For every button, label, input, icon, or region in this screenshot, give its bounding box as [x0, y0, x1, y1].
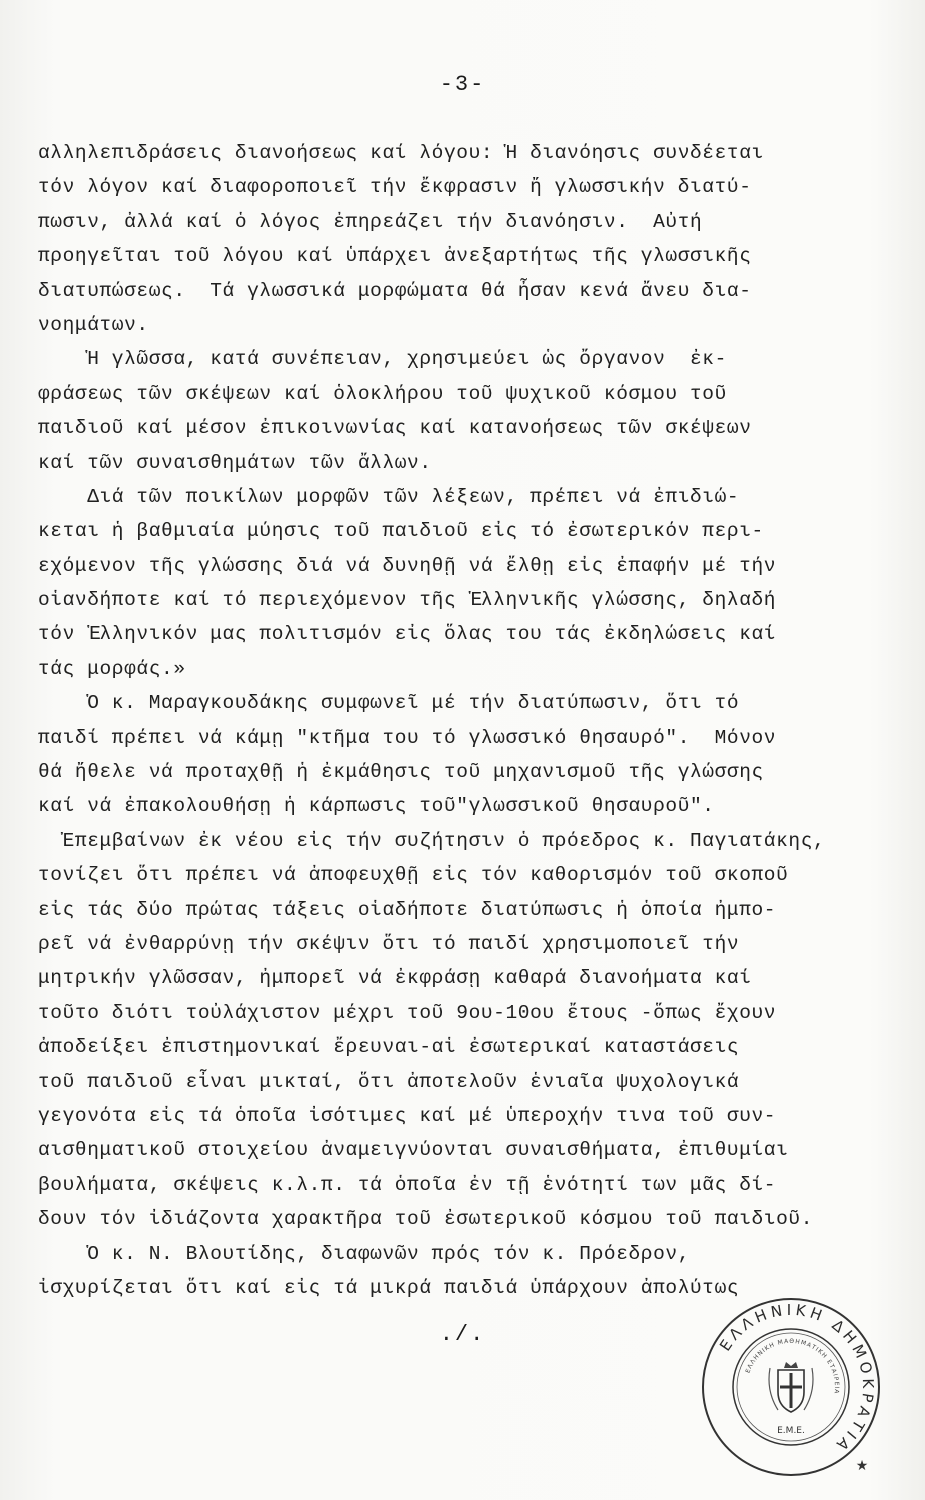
text-line: Ὁ κ. Ν. Βλουτίδης, διαφωνῶν πρός τόν κ. Πρόεδρον, [38, 1242, 691, 1265]
text-line: αλληλεπιδράσεις διανοήσεως καί λόγου: Ἡ διανόησις συνδέεται [38, 142, 764, 164]
text-line: δουν τόν ἰδιάζοντα χαρακτῆρα τοῦ ἐσωτερικοῦ κόσμου τοῦ παιδιοῦ. [38, 1208, 814, 1231]
text-line: καί τῶν συναισθημάτων τῶν ἄλλων. [38, 451, 432, 474]
text-line: πωσιν, ἀλλά καί ὁ λόγος ἐπηρεάζει τήν διανόησιν. Αὐτή [38, 210, 703, 233]
text-line: βουλήματα, σκέψεις κ.λ.π. τά ὁποῖα ἐν τῇ ἑνότητί των μᾶς δί- [38, 1173, 777, 1196]
continuation-mark: ./. [439, 1322, 486, 1347]
text-line: φράσεως τῶν σκέψεων καί ὁλοκλήρου τοῦ ψυχικοῦ κόσμου τοῦ [38, 382, 727, 405]
text-line: γεγονότα εἰς τά ὁποῖα ἰσότιμες καί μέ ὑπεροχήν τινα τοῦ συν- [38, 1104, 777, 1127]
text-line: κεται ἡ βαθμιαία μύησις τοῦ παιδιοῦ εἰς τό ἐσωτερικόν περι- [38, 520, 764, 543]
text-line: διατυπώσεως. Τά γλωσσικά μορφώματα θά ἦσαν κενά ἄνευ δια- [38, 279, 752, 302]
text-line: παιδί πρέπει νά κάμῃ "κτῆμα του τό γλωσσικό θησαυρό". Μόνον [38, 726, 777, 749]
stamp-bottom-text: Ε.Μ.Ε. [777, 1426, 805, 1436]
text-line: τοῦτο διότι τοὐλάχιστον μέχρι τοῦ 9ου-10ου ἔτους -ὅπως ἔχουν [38, 1001, 777, 1024]
text-line: τόν Ἑλληνικόν μας πολιτισμόν εἰς ὅλας του τάς ἐκδηλώσεις καί [38, 623, 777, 646]
coat-of-arms-icon [769, 1362, 813, 1412]
text-line: νοημάτων. [38, 313, 149, 336]
text-line: Ὁ κ. Μαραγκουδάκης συμφωνεῖ μέ τήν διατύπωσιν, ὅτι τό [38, 692, 740, 715]
text-line: τόν λόγον καί διαφοροποιεῖ τήν ἔκφρασιν ἤ γλωσσικήν διατύ- [38, 176, 752, 199]
text-line: Διά τῶν ποικίλων μορφῶν τῶν λέξεων, πρέπει νά ἐπιδιώ- [38, 485, 740, 508]
text-line: προηγεῖται τοῦ λόγου καί ὑπάρχει ἀνεξαρτήτως τῆς γλωσσικῆς [38, 245, 752, 268]
text-line: οἱανδήποτε καί τό περιεχόμενον τῆς Ἑλληνικῆς γλώσσης, δηλαδή [38, 589, 777, 612]
text-line: αισθηματικοῦ στοιχείου ἀναμειγνύονται συναισθήματα, ἐπιθυμίαι [38, 1139, 789, 1162]
stamp-ring-text: ΕΛΛΗΝΙΚΗ ΔΗΜΟΚΡΑΤΙΑ [716, 1300, 878, 1457]
text-line: Ἐπεμβαίνων ἐκ νέου εἰς τήν συζήτησιν ὁ πρόεδρος κ. Παγιατάκης, [38, 829, 826, 852]
text-line: τοῦ παιδιοῦ εἶναι μικταί, ὅτι ἀποτελοῦν ἑνιαῖα ψυχολογικά [38, 1070, 740, 1093]
stamp-inner-text: ΕΛΛΗΝΙΚΗ ΜΑΘΗΜΑΤΙΚΗ ΕΤΑΙΡΕΙΑ [744, 1337, 841, 1395]
body-text [38, 136, 878, 1305]
text-line: θά ἤθελε νά προταχθῇ ἡ ἐκμάθησις τοῦ μηχανισμοῦ τῆς γλώσσης [38, 761, 764, 784]
text-line: ρεῖ νά ἐνθαρρύνῃ τήν σκέψιν ὅτι τό παιδί χρησιμοποιεῖ τήν [38, 932, 740, 955]
text-line: ἀποδείξει ἐπιστημονικαί ἔρευναι-αἱ ἐσωτερικαί καταστάσεις [38, 1036, 740, 1059]
text-line: τάς μορφάς.» [38, 657, 186, 680]
text-line: ἰσχυρίζεται ὅτι καί εἰς τά μικρά παιδιά ὑπάρχουν ἀπολύτως [38, 1276, 740, 1299]
page-number: -3- [439, 72, 486, 97]
text-line: μητρικήν γλῶσσαν, ἠμπορεῖ νά ἐκφράσῃ καθαρά διανοήματα καί [38, 967, 752, 990]
text-line: Ἡ γλῶσσα, κατά συνέπειαν, χρησιμεύει ὡς ὄργανον ἐκ- [38, 348, 727, 371]
text-line: παιδιοῦ καί μέσον ἐπικοινωνίας καί κατανοήσεως τῶν σκέψεων [38, 417, 752, 440]
star-icon: ★ [855, 1458, 869, 1474]
text-line: εχόμενον τῆς γλώσσης διά νά δυνηθῇ νά ἔλθῃ εἰς ἐπαφήν μέ τήν [38, 554, 777, 577]
text-line: καί νά ἐπακολουθήσῃ ἡ κάρπωσις τοῦ"γλωσσικοῦ θησαυροῦ". [38, 795, 715, 818]
text-line: εἰς τάς δύο πρώτας τάξεις οἱαδήποτε διατύπωσις ἡ ὁποία ἠμπο- [38, 898, 777, 921]
official-seal-stamp [700, 1296, 882, 1478]
text-line: τονίζει ὅτι πρέπει νά ἀποφευχθῇ εἰς τόν καθορισμόν τοῦ σκοποῦ [38, 864, 789, 887]
